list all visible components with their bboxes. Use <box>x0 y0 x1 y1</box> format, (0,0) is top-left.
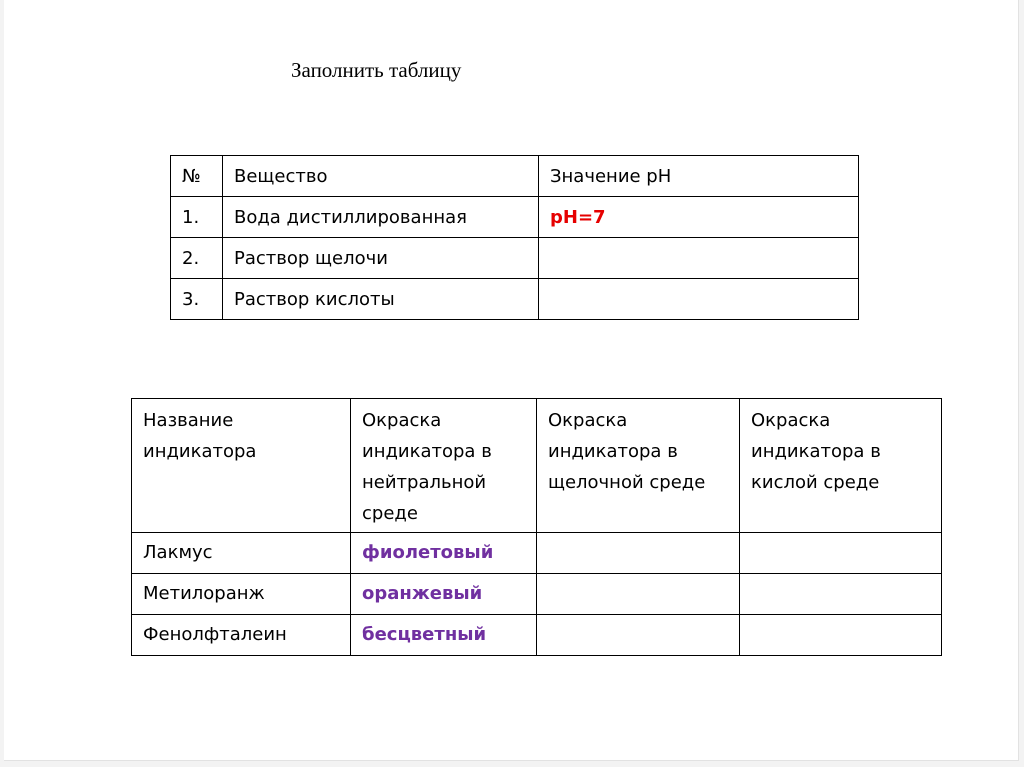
header-indicator-name: Название индикатора <box>132 399 351 533</box>
neutral-color: оранжевый <box>351 574 537 615</box>
header-neutral: Окраска индикатора в нейтральной среде <box>351 399 537 533</box>
row-ph-value[interactable]: pH=7 <box>539 197 859 238</box>
slide <box>4 0 1019 761</box>
header-ph: Значение pH <box>539 156 859 197</box>
indicator-name: Фенолфталеин <box>132 615 351 656</box>
header-num: № <box>171 156 223 197</box>
table-header-row <box>132 399 942 533</box>
indicator-name: Метилоранж <box>132 574 351 615</box>
alkaline-color[interactable] <box>537 533 740 574</box>
table-header-row <box>171 156 859 197</box>
ph-table <box>170 155 859 320</box>
page-title: Заполнить таблицу <box>291 58 462 82</box>
neutral-color: фиолетовый <box>351 533 537 574</box>
header-substance: Вещество <box>223 156 539 197</box>
table-row <box>132 574 942 615</box>
acidic-color[interactable] <box>740 533 942 574</box>
table-row <box>171 238 859 279</box>
acidic-color[interactable] <box>740 615 942 656</box>
row-ph-value[interactable] <box>539 279 859 320</box>
table-row <box>132 615 942 656</box>
alkaline-color[interactable] <box>537 574 740 615</box>
indicator-table <box>131 398 942 656</box>
table-row <box>171 197 859 238</box>
alkaline-color[interactable] <box>537 615 740 656</box>
row-substance: Вода дистиллированная <box>223 197 539 238</box>
header-acidic: Окраска индикатора в кислой среде <box>740 399 942 533</box>
indicator-name: Лакмус <box>132 533 351 574</box>
row-substance: Раствор кислоты <box>223 279 539 320</box>
table-row <box>171 279 859 320</box>
acidic-color[interactable] <box>740 574 942 615</box>
row-ph-value[interactable] <box>539 238 859 279</box>
neutral-color: бесцветный <box>351 615 537 656</box>
row-num: 3. <box>171 279 223 320</box>
row-substance: Раствор щелочи <box>223 238 539 279</box>
row-num: 1. <box>171 197 223 238</box>
row-num: 2. <box>171 238 223 279</box>
header-alkaline: Окраска индикатора в щелочной среде <box>537 399 740 533</box>
table-row <box>132 533 942 574</box>
